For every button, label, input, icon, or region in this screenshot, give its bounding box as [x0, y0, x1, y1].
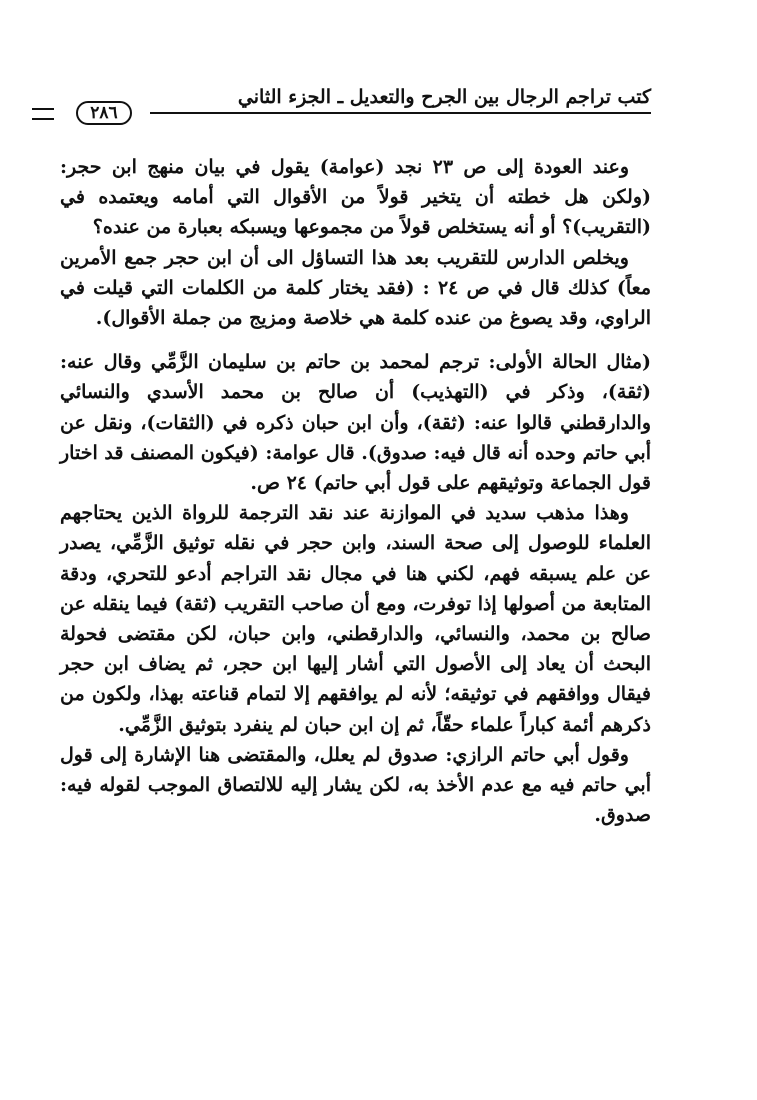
- paragraph: وقول أبي حاتم الرازي: صدوق لم يعلل، والمقتضى هنا الإشارة إلى قول أبي حاتم فيه مع عدم الأخذ به، لكن يشار إليه للالتصاق الموجب لقوله فيه: صدوق.: [60, 743, 651, 827]
- paragraph: وعند العودة إلى ص ٢٣ نجد (عوامة) يقول في بيان منهج ابن حجر: (ولكن هل خطته أن يتخير قولاً من الأقوال التي أمامه ويعتمده في (التقريب)؟ أو أنه يستخلص قولاً من مجموعها ويسبكه بعبارة من عنده؟: [60, 156, 651, 239]
- page-number-wrap: [58, 100, 150, 126]
- body-text: [60, 152, 651, 830]
- page-header: [60, 86, 651, 122]
- paragraph: وهذا مذهب سديد في الموازنة عند نقد الترجمة للرواة الذين يحتاجهم العلماء للوصول إلى صحة السند، وابن حجر في نقله توثيق الزَّمِّي، يصدر عن علم يسبقه فهم، لكني هنا في مجال نقد التراجم أدعو للتحري، ودقة المتابعة من أصولها إذا توفرت، ومع أن صاحب التقريب (ثقة) فيما ينقله عن صالح بن محمد، والنسائي، والدارقطني، وابن حبان، لكن مقتضى فحولة البحث أن يعاد إلى الأصول التي أشار إليها ابن حجر، ثم يضاف ابن حجر فيقال ووافقهم في توثيقه؛ لأنه لم يوافقهم إلا لتمام قناعته بهذا، ولكون من ذكرهم أئمة كباراً علماء حقّاً، ثم إن ابن حبان لم ينفرد بتوثيق الزَّمِّي.: [60, 502, 651, 736]
- header-ornament-bar: [32, 108, 54, 120]
- running-title: كتب تراجم الرجال بين الجرح والتعديل ـ الجزء الثاني: [237, 86, 651, 108]
- page-number: ٢٨٦: [76, 101, 131, 125]
- paragraph: (مثال الحالة الأولى: ترجم لمحمد بن حاتم بن سليمان الزَّمِّي وقال عنه: (ثقة)، وذكر في (التهذيب) أن صالح بن محمد الأسدي والنسائي والدارقطني قالوا عنه: (ثقة)، وأن ابن حبان ذكره في (الثقات)، ونقل عن أبي حاتم وحده أنه قال فيه: صدوق). قال عوامة: (فيكون المصنف قد اختار قول الجماعة وتوثيقهم على قول أبي حاتم) ٢٤ ص.: [60, 351, 651, 495]
- paragraph: ويخلص الدارس للتقريب بعد هذا التساؤل الى أن ابن حجر جمع الأمرين معاً) كذلك قال في ص ٢٤ : (فقد يختار كلمة من الكلمات التي قيلت في الراوي، وقد يصوغ من عنده كلمة هي خلاصة ومزيج من جملة الأقوال).: [60, 246, 651, 330]
